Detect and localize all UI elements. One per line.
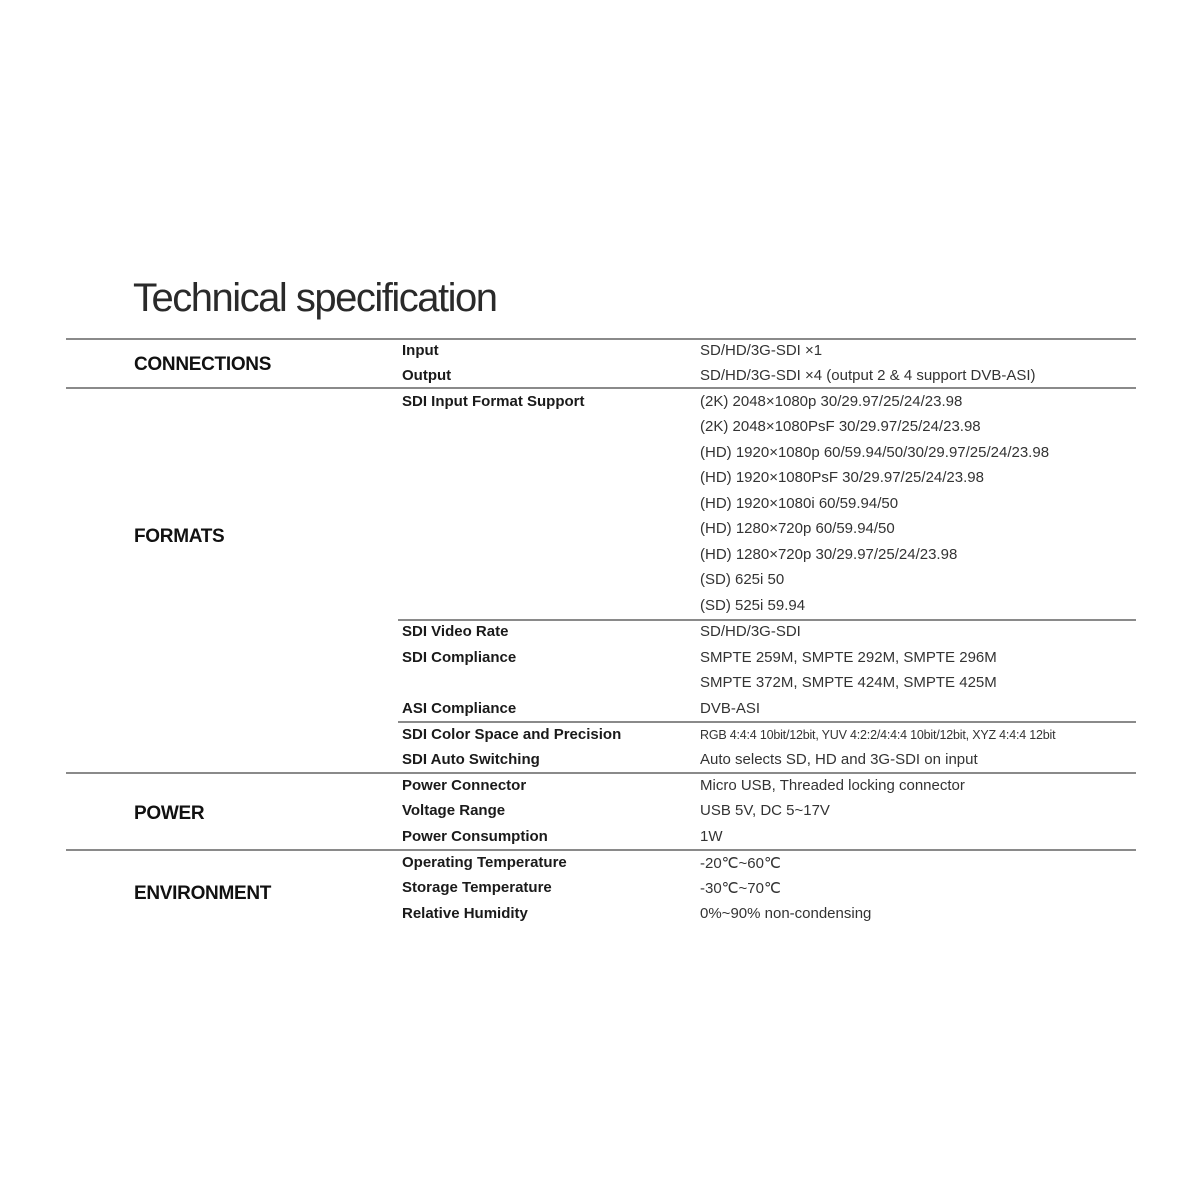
spec-key: Output <box>402 367 452 384</box>
spec-key: SDI Color Space and Precision <box>402 726 622 743</box>
spec-value: (HD) 1920×1080PsF 30/29.97/25/24/23.98 <box>700 469 984 486</box>
spec-row-format <box>402 571 1136 596</box>
spec-row-format <box>402 495 1136 520</box>
spec-value: RGB 4:4:4 10bit/12bit, YUV 4:2:2/4:4:4 10bit/12bit, XYZ 4:4:4 12bit <box>700 728 1056 742</box>
spec-row-format <box>402 520 1136 545</box>
spec-value: (HD) 1280×720p 30/29.97/25/24/23.98 <box>700 546 958 563</box>
spec-value: SD/HD/3G-SDI ×4 (output 2 & 4 support DVB-ASI) <box>700 367 1036 384</box>
spec-row-color-space <box>402 726 1136 751</box>
spec-value: SD/HD/3G-SDI <box>700 623 801 640</box>
section-divider <box>66 387 1136 389</box>
spec-value: DVB-ASI <box>700 700 761 717</box>
spec-row-humidity <box>402 905 1136 930</box>
spec-value: 1W <box>700 828 723 845</box>
spec-value: -30℃~70℃ <box>700 880 781 897</box>
page-title: Technical specification <box>133 276 497 320</box>
spec-key: Input <box>402 342 439 359</box>
spec-key: SDI Video Rate <box>402 623 509 640</box>
spec-key: ASI Compliance <box>402 700 517 717</box>
section-label-formats: FORMATS <box>134 526 225 547</box>
spec-value: (2K) 2048×1080p 30/29.97/25/24/23.98 <box>700 393 963 410</box>
spec-value: (SD) 525i 59.94 <box>700 597 806 614</box>
spec-row-format <box>402 546 1136 571</box>
spec-row-operating-temp <box>402 854 1136 879</box>
section-divider <box>66 849 1136 851</box>
spec-row-storage-temp <box>402 879 1136 904</box>
spec-value: SMPTE 259M, SMPTE 292M, SMPTE 296M <box>700 649 997 666</box>
subsection-divider <box>398 619 1136 621</box>
section-label-connections: CONNECTIONS <box>134 354 272 375</box>
spec-value: SMPTE 372M, SMPTE 424M, SMPTE 425M <box>700 674 997 691</box>
spec-row-format <box>402 418 1136 443</box>
spec-key: Power Consumption <box>402 828 548 845</box>
spec-row-power-connector <box>402 777 1136 802</box>
spec-value: (2K) 2048×1080PsF 30/29.97/25/24/23.98 <box>700 418 981 435</box>
spec-key: Power Connector <box>402 777 527 794</box>
spec-key: Voltage Range <box>402 802 506 819</box>
spec-row-format <box>402 469 1136 494</box>
spec-row-sdi-compliance-cont <box>402 674 1136 699</box>
spec-value: -20℃~60℃ <box>700 855 781 872</box>
spec-row-input <box>402 342 1136 367</box>
spec-key: SDI Compliance <box>402 649 517 666</box>
spec-value: USB 5V, DC 5~17V <box>700 802 830 819</box>
spec-value: SD/HD/3G-SDI ×1 <box>700 342 823 359</box>
spec-key: Relative Humidity <box>402 905 528 922</box>
spec-value: (HD) 1920×1080i 60/59.94/50 <box>700 495 899 512</box>
spec-key: Operating Temperature <box>402 854 567 871</box>
spec-value: (SD) 625i 50 <box>700 571 785 588</box>
section-divider <box>66 338 1136 340</box>
spec-value: (HD) 1920×1080p 60/59.94/50/30/29.97/25/24/23.98 <box>700 444 1050 461</box>
spec-row-voltage-range <box>402 802 1136 827</box>
section-label-environment: ENVIRONMENT <box>134 883 272 904</box>
section-divider <box>66 772 1136 774</box>
subsection-divider <box>398 721 1136 723</box>
spec-row-video-rate <box>402 623 1136 648</box>
spec-key: Storage Temperature <box>402 879 552 896</box>
spec-value: 0%~90% non-condensing <box>700 905 872 922</box>
spec-row-input-format <box>402 393 1136 418</box>
spec-value: (HD) 1280×720p 60/59.94/50 <box>700 520 895 537</box>
spec-key: SDI Input Format Support <box>402 393 585 410</box>
spec-row-format <box>402 444 1136 469</box>
spec-row-sdi-compliance <box>402 649 1136 674</box>
spec-value: Auto selects SD, HD and 3G-SDI on input <box>700 751 978 768</box>
spec-value: Micro USB, Threaded locking connector <box>700 777 965 794</box>
section-label-power: POWER <box>134 803 205 824</box>
spec-key: SDI Auto Switching <box>402 751 540 768</box>
